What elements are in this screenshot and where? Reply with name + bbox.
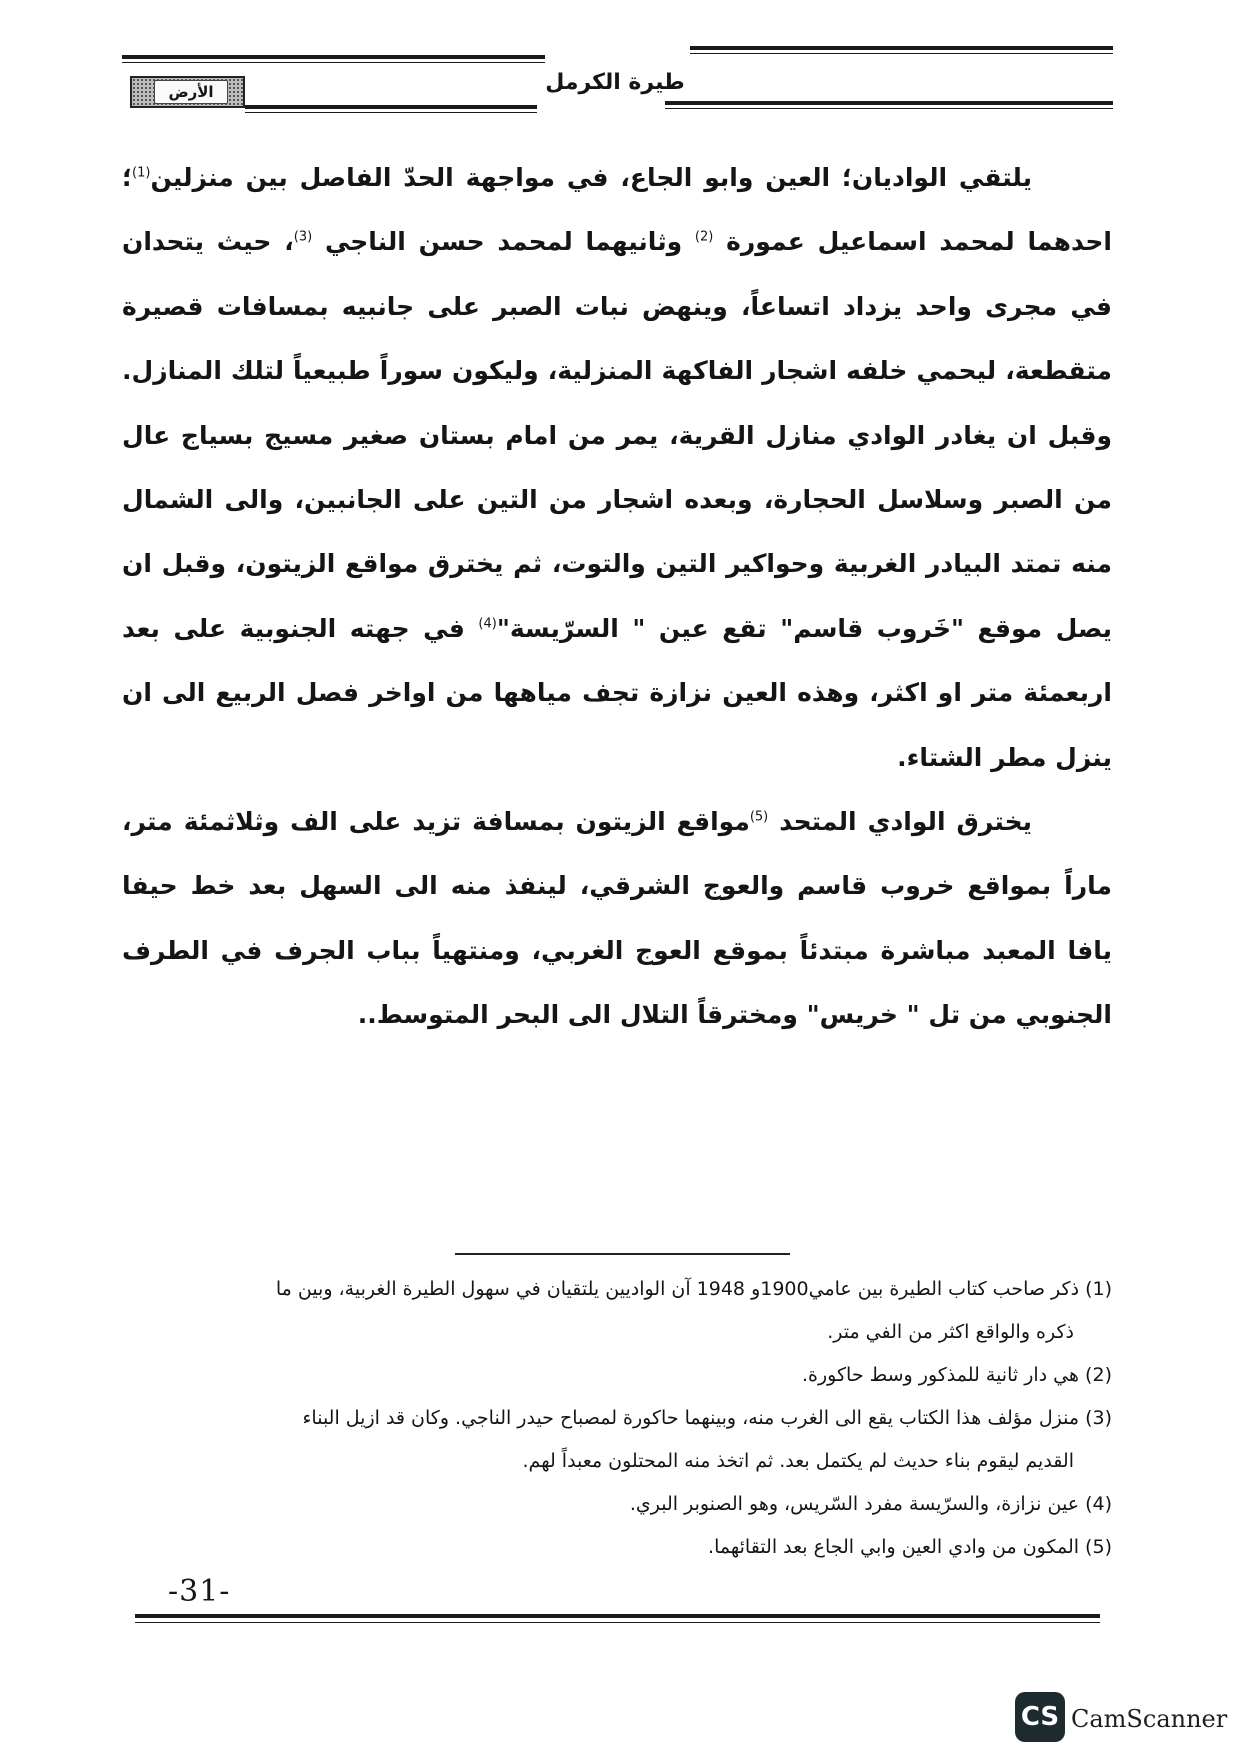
paragraph-1-text-b: ؛ احدهما لمحمد اسماعيل عمورة [122, 163, 1112, 257]
paragraph-2 [122, 790, 1112, 1048]
footnote-ref-3: (3) [293, 230, 313, 246]
header-rule-bottom-left-thin [245, 112, 537, 113]
header-rule-bottom-right-thin [665, 108, 1113, 109]
footnote-1-continued: ذكره والواقع اكثر من الفي متر. [827, 1321, 1074, 1343]
paragraph-1-text-a: يلتقي الواديان؛ العين وابو الجاع، في مواجهة الحدّ الفاصل بين منزلين [150, 163, 1032, 192]
header-rule-bottom-left [245, 105, 537, 109]
header-rule-top-left-thin [122, 62, 545, 63]
running-header-title: طيرة الكرمل [545, 70, 685, 95]
paragraph-2-text-a: يخترق الوادي المتحد [768, 807, 1032, 837]
page-number: -31- [168, 1574, 231, 1609]
footer-rule-thin [135, 1622, 1100, 1623]
header-rule-top-left [122, 55, 545, 59]
footnote-5: (5) المكون من وادي العين وابي الجاع بعد التقائهما. [708, 1536, 1112, 1558]
paragraph-1-text-c: وثانيهما لمحمد حسن الناجي [312, 227, 695, 257]
footnote-ref-1: (1) [132, 165, 151, 181]
camscanner-logo-icon: CS [1015, 1692, 1065, 1742]
footnote-ref-5: (5) [749, 809, 769, 825]
section-badge-label: الأرض [154, 80, 228, 104]
paragraph-1 [122, 146, 1112, 790]
section-badge [130, 76, 245, 108]
header-rule-bottom-right [665, 101, 1113, 105]
footer-rule-thick [135, 1614, 1100, 1618]
paragraph-1-text-d: ، حيث يتحدان في مجرى واحد يزداد اتساعاً، وينهض نبات الصبر على جانبيه بمسافات قصيرة متقطعة، ليحمي خلفه اشجار الفاكهة المنزلية، وليكون سوراً طبيعياً لتلك المنازل. وقبل ان يغادر الوادي منازل القرية، يمر من امام بستان صغير مسيج بسياج عال من الصبر وسلاسل الحجارة، وبعده اشجار من التين على الجانبين، والى الشمال منه تمتد البيادر الغربية وحواكير التين والتوت، ثم يخترق مواقع الزيتون، وقبل ان يصل موقع "خَروب قاسم" تقع عين " السرّيسة" [122, 227, 1112, 643]
header-rule-top-right [690, 46, 1113, 50]
paragraph-2-text-b: مواقع الزيتون بمسافة تزيد على الف وثلاثمئة متر، ماراً بمواقع خروب قاسم والعوج الشرقي، لينفذ منه الى السهل بعد خط حيفا يافا المعبد مباشرة مبتدئاً بموقع العوج الغربي، ومنتهياً بباب الجرف في الطرف الجنوبي من تل " خريس" ومخترقاً التلال الى البحر المتوسط.. [122, 807, 1112, 1030]
footnote-1: (1) ذكر صاحب كتاب الطيرة بين عامي1900و 1948 آن الواديين يلتقيان في سهول الطيرة الغربية، وبين ما [275, 1278, 1112, 1300]
body-text [122, 146, 1112, 1048]
footnote-separator [455, 1253, 790, 1255]
footnote-2: (2) هي دار ثانية للمذكور وسط حاكورة. [802, 1364, 1112, 1386]
footnote-3-continued: القديم ليقوم بناء حديث لم يكتمل بعد. ثم اتخذ منه المحتلون معبداً لهم. [522, 1450, 1074, 1472]
footnote-3: (3) منزل مؤلف هذا الكتاب يقع الى الغرب منه، وبينهما حاكورة لمصباح حيدر الناجي. وكان قد ازيل البناء [302, 1407, 1112, 1429]
footnote-ref-2: (2) [694, 230, 714, 246]
header-rule-top-right-thin [690, 53, 1113, 54]
footnote-ref-4: (4) [478, 616, 497, 632]
paragraph-1-text-e: في جهته الجنوبية على بعد اربعمئة متر او اكثر، وهذه العين نزازة تجف مياهها من اواخر فصل الربيع الى ان ينزل مطر الشتاء. [122, 613, 1112, 772]
camscanner-watermark-text: CamScanner [1071, 1705, 1228, 1733]
footnotes [122, 1268, 1112, 1569]
footnote-4: (4) عين نزازة، والسرّيسة مفرد السّريس، وهو الصنوبر البري. [629, 1493, 1112, 1515]
